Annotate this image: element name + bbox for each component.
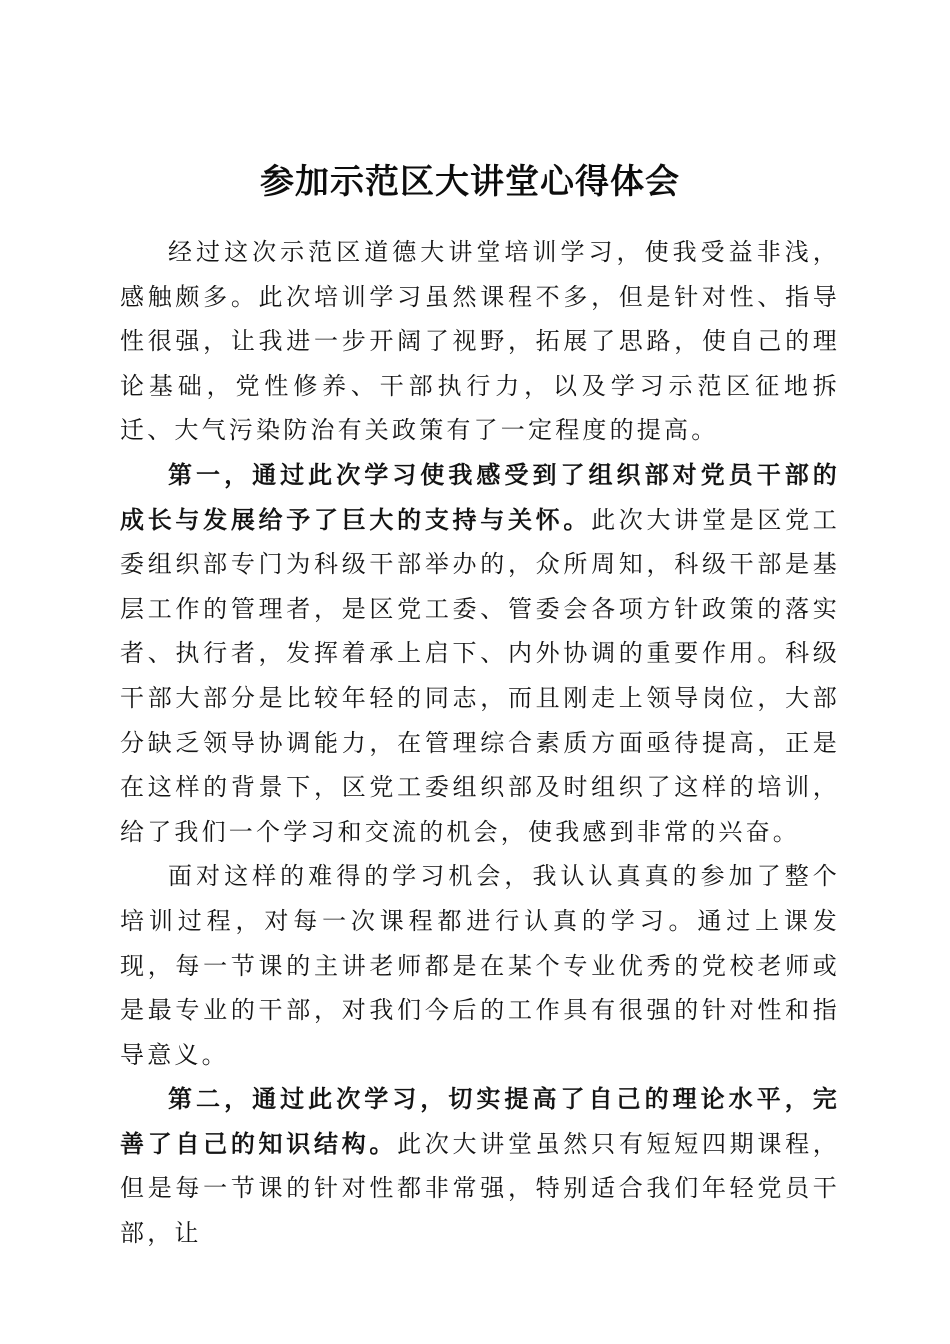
paragraph-2: [120, 453, 840, 854]
paragraph-4-lead: 第二，通过此次学习，切实提高了自己的理论水平，完善了自己的知识结构。: [120, 1084, 840, 1158]
paragraph-3: [120, 854, 840, 1077]
paragraph-4: [120, 1077, 840, 1255]
paragraph-2-text: 此次大讲堂是区党工委组织部专门为科级干部举办的，众所周知，科级干部是基层工作的管理者，是区党工委、管委会各项方针政策的落实者、执行者，发挥着承上启下、内外协调的重要作用。科级干部大部分是比较年轻的同志，而且刚走上领导岗位，大部分缺乏领导协调能力，在管理综合素质方面亟待提高，正是在这样的背景下，区党工委组织部及时组织了这样的培训，给了我们一个学习和交流的机会，使我感到非常的兴奋。: [120, 505, 840, 846]
document-title: 参加示范区大讲堂心得体会: [260, 161, 680, 202]
paragraph-4-text: 此次大讲堂虽然只有短短四期课程，但是每一节课的针对性都非常强，特别适合我们年轻党员干部，让: [120, 1129, 841, 1248]
document-body: [120, 230, 840, 1256]
paragraph-1: [120, 230, 840, 453]
paragraph-1-text: 经过这次示范区道德大讲堂培训学习，使我受益非浅，感触颇多。此次培训学习虽然课程不多，但是针对性、指导性很强，让我进一步开阔了视野，拓展了思路，使自己的理论基础，党性修养、干部执行力，以及学习示范区征地拆迁、大气污染防治有关政策有了一定程度的提高。: [120, 238, 840, 445]
paragraph-3-text: 面对这样的难得的学习机会，我认认真真的参加了整个培训过程，对每一次课程都进行认真的学习。通过上课发现，每一节课的主讲老师都是在某个专业优秀的党校老师或是最专业的干部，对我们今后的工作具有很强的针对性和指导意义。: [120, 862, 840, 1069]
paragraph-2-lead: 第一，通过此次学习使我感受到了组织部对党员干部的成长与发展给予了巨大的支持与关怀。: [120, 459, 840, 534]
